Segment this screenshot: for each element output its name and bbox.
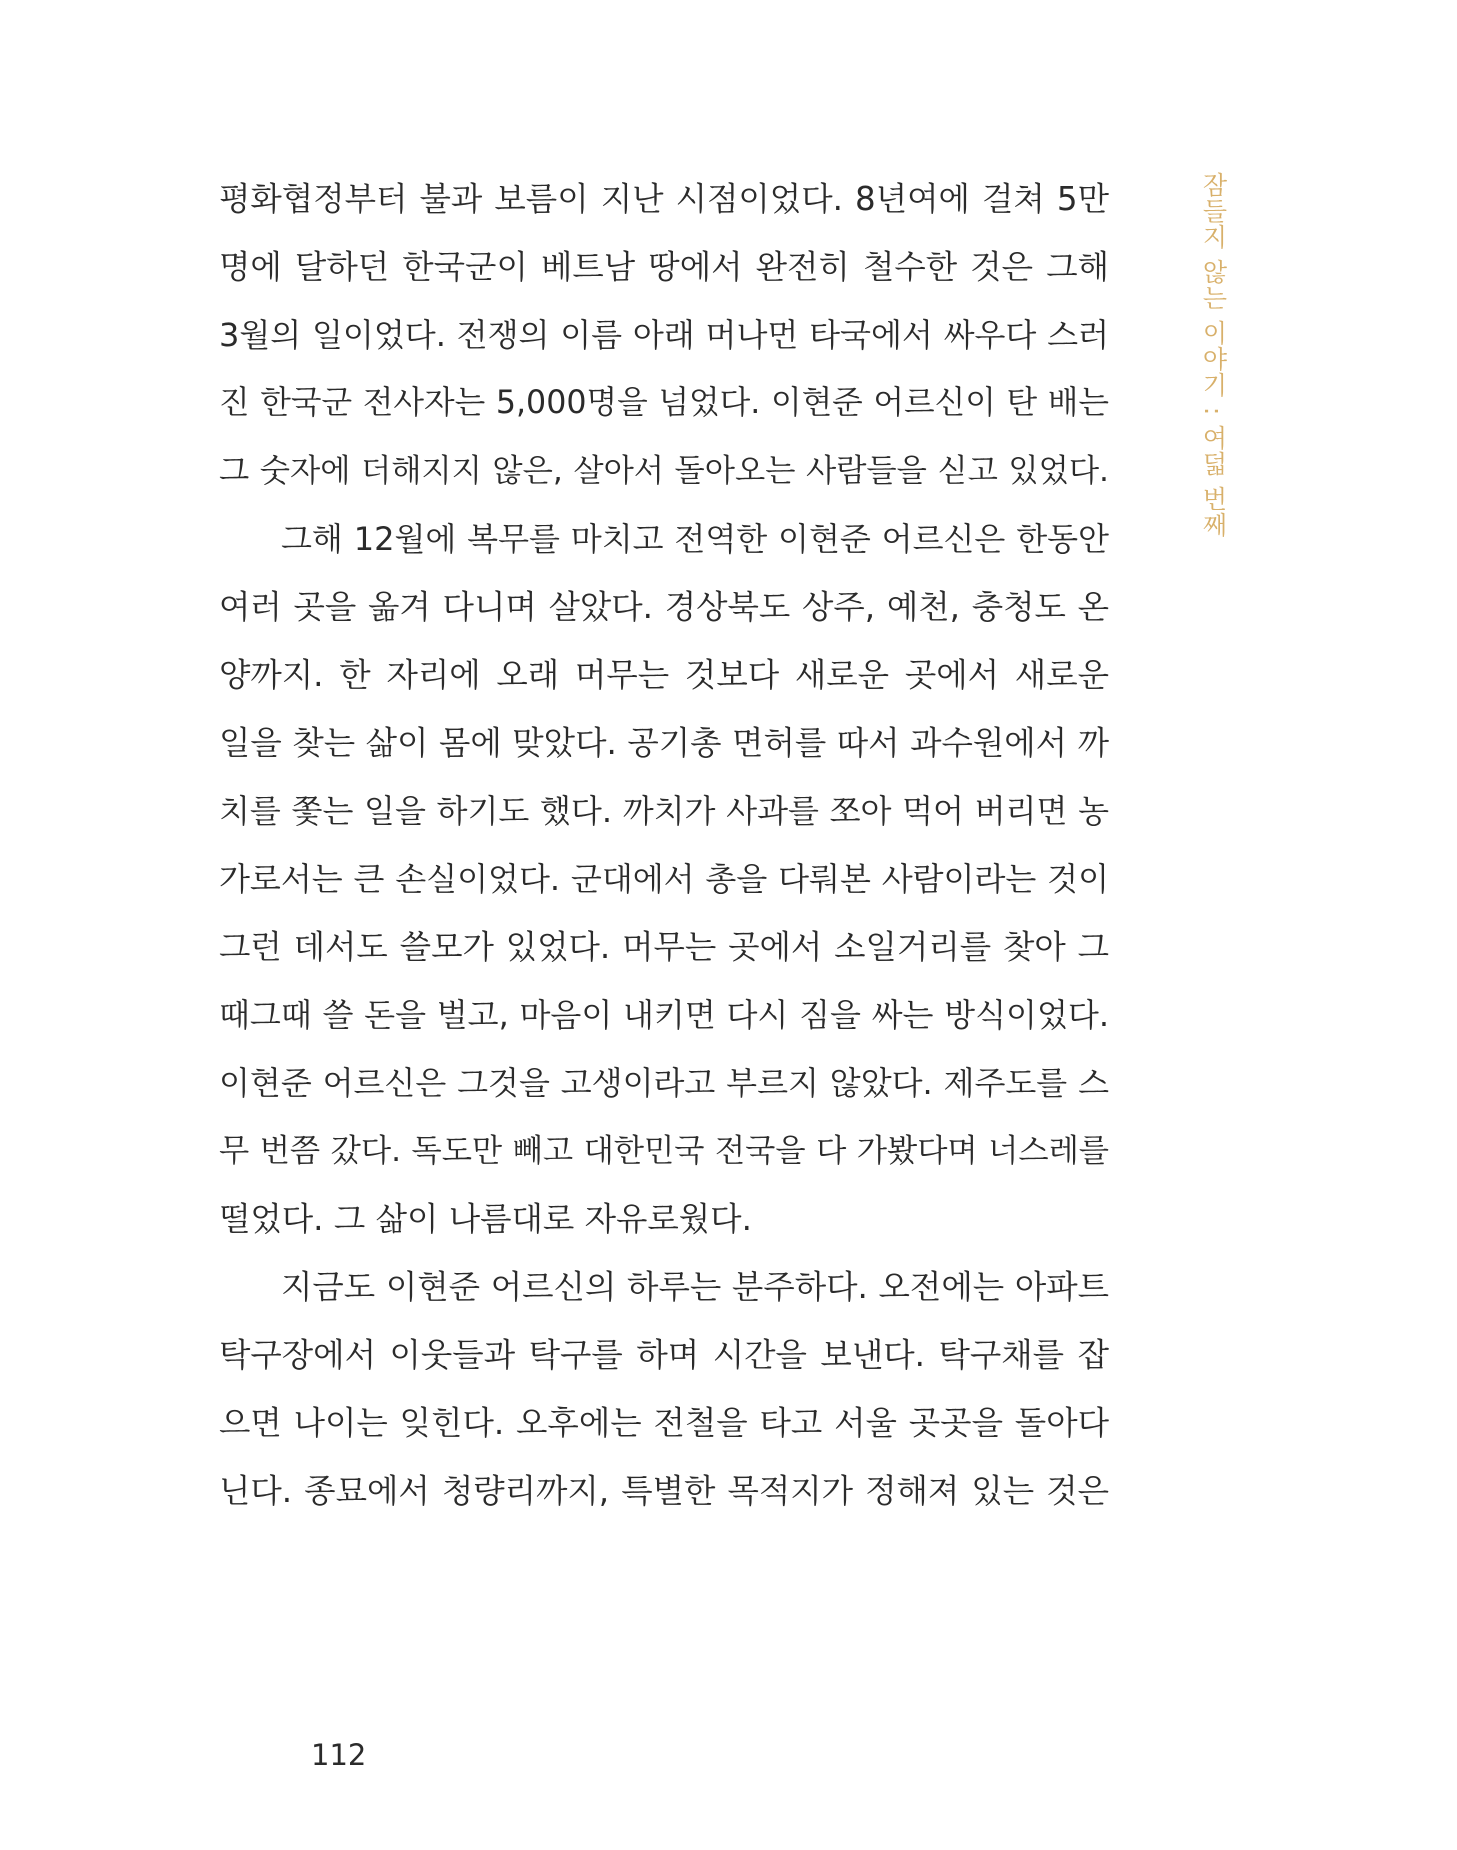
text-line: 으면 나이는 잊힌다. 오후에는 전철을 타고 서울 곳곳을 돌아다 xyxy=(219,1404,1109,1442)
text-line: 때그때 쓸 돈을 벌고, 마음이 내키면 다시 짐을 싸는 방식이었다. xyxy=(219,996,1109,1034)
text-line: 양까지. 한 자리에 오래 머무는 것보다 새로운 곳에서 새로운 xyxy=(219,656,1109,694)
text-line: 지금도 이현준 어르신의 하루는 분주하다. 오전에는 아파트 xyxy=(281,1268,1109,1306)
text-line: 닌다. 종묘에서 청량리까지, 특별한 목적지가 정해져 있는 것은 xyxy=(219,1472,1109,1510)
text-line: 가로서는 큰 손실이었다. 군대에서 총을 다뤄본 사람이라는 것이 xyxy=(219,860,1109,898)
text-line: 무 번쯤 갔다. 독도만 빼고 대한민국 전국을 다 가봤다며 너스레를 xyxy=(219,1133,1109,1169)
text-line: 진 한국군 전사자는 5,000명을 넘었다. 이현준 어르신이 탄 배는 xyxy=(219,385,1109,421)
text-line: 일을 찾는 삶이 몸에 맞았다. 공기총 면허를 따서 과수원에서 까 xyxy=(219,724,1109,762)
page-number: 112 xyxy=(311,1738,367,1772)
text-line: 그런 데서도 쓸모가 있었다. 머무는 곳에서 소일거리를 찾아 그 xyxy=(219,928,1109,966)
paragraph-3 xyxy=(219,1253,1109,1525)
text-line: 떨었다. 그 삶이 나름대로 자유로웠다. xyxy=(219,1200,752,1238)
text-line: 평화협정부터 불과 보름이 지난 시점이었다. 8년여에 걸쳐 5만 xyxy=(219,180,1109,218)
paragraph-2 xyxy=(219,505,1109,1253)
text-line: 치를 쫓는 일을 하기도 했다. 까치가 사과를 쪼아 먹어 버리면 농 xyxy=(219,792,1109,830)
text-line: 여러 곳을 옮겨 다니며 살았다. 경상북도 상주, 예천, 충청도 온 xyxy=(219,588,1109,626)
text-line: 이현준 어르신은 그것을 고생이라고 부르지 않았다. 제주도를 스 xyxy=(219,1064,1109,1102)
text-line: 그 숫자에 더해지지 않은, 살아서 돌아오는 사람들을 싣고 있었다. xyxy=(219,453,1109,489)
running-head: 잠들지 않는 이야기 : 여덟 번째 xyxy=(1199,172,1228,539)
text-line: 그해 12월에 복무를 마치고 전역한 이현준 어르신은 한동안 xyxy=(281,520,1109,558)
paragraph-1 xyxy=(219,165,1109,505)
text-line: 탁구장에서 이웃들과 탁구를 하며 시간을 보낸다. 탁구채를 잡 xyxy=(219,1336,1109,1374)
body-text xyxy=(219,165,1109,1525)
text-line: 3월의 일이었다. 전쟁의 이름 아래 머나먼 타국에서 싸우다 스러 xyxy=(219,316,1109,354)
text-line: 명에 달하던 한국군이 베트남 땅에서 완전히 철수한 것은 그해 xyxy=(219,248,1109,286)
